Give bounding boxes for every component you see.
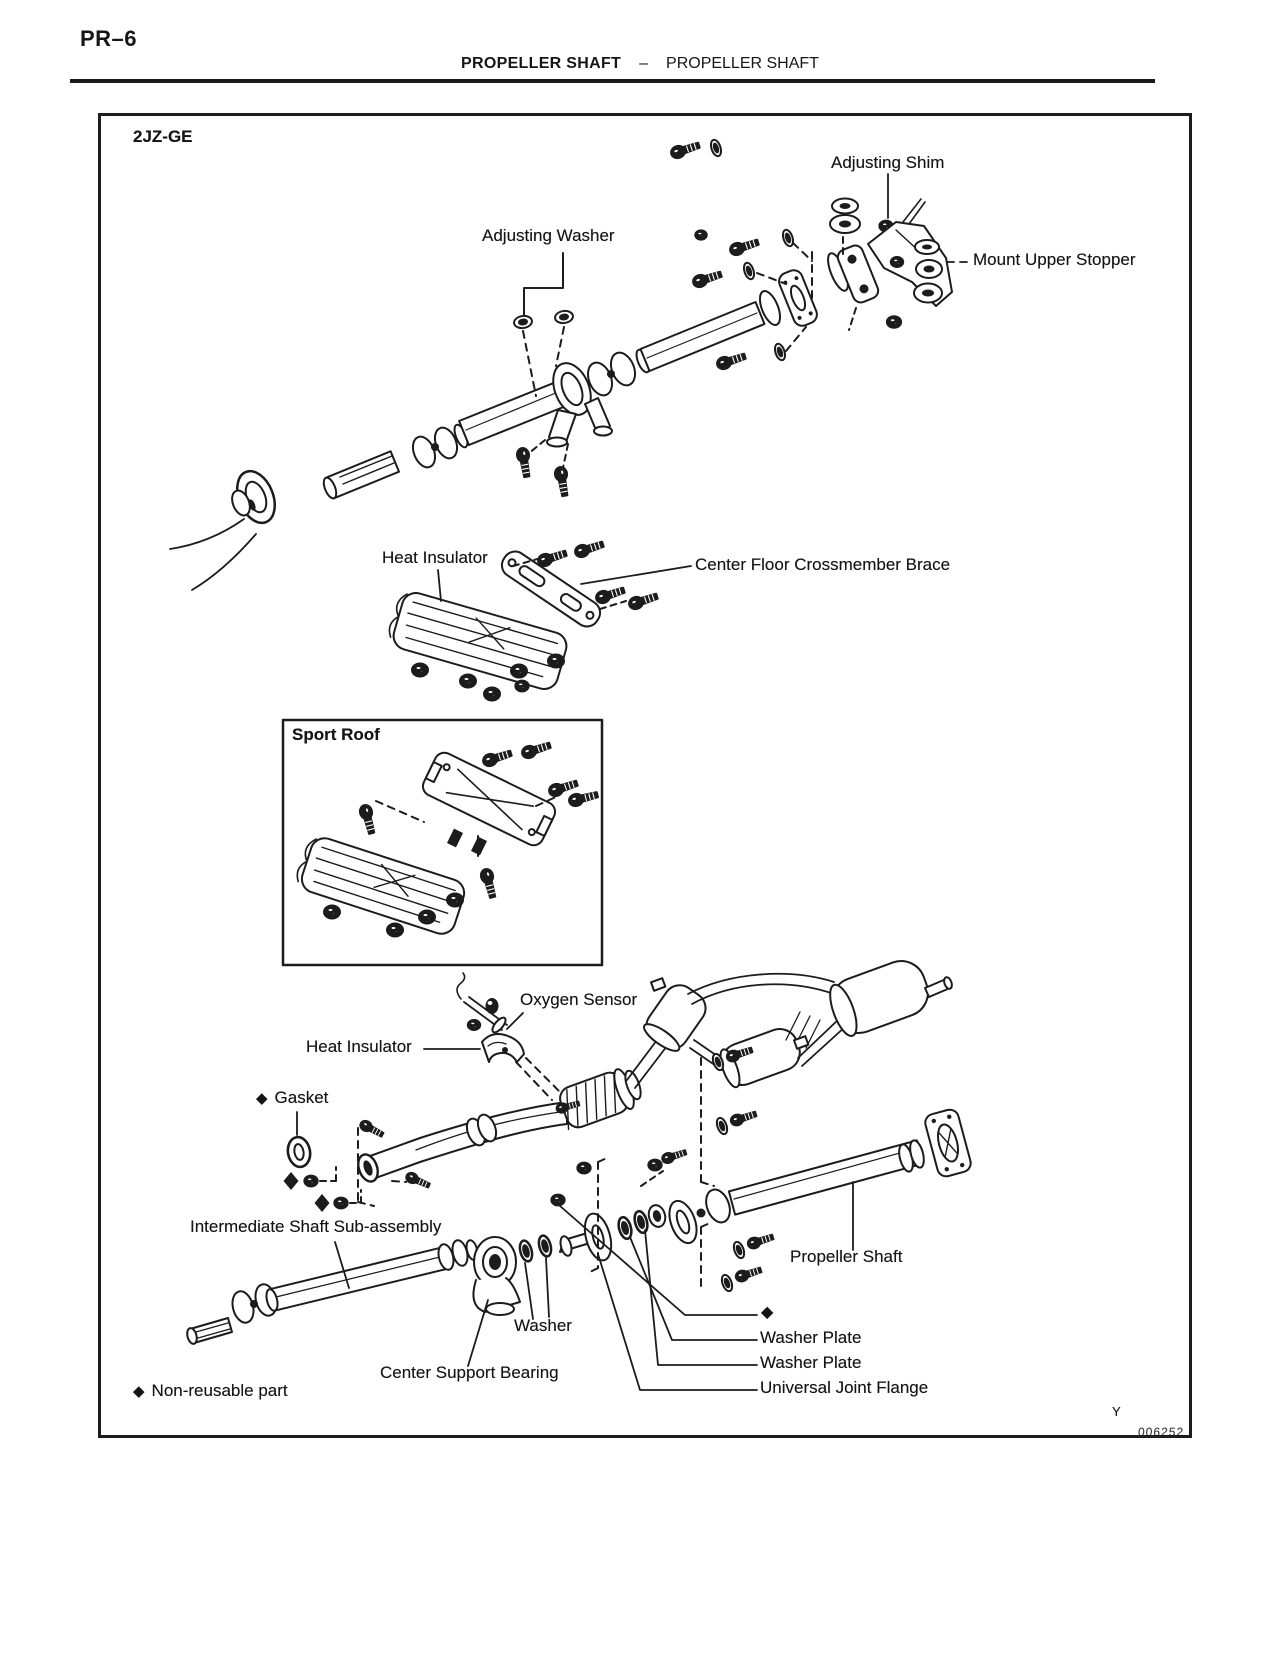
figure-code: 006252 [1137, 1425, 1185, 1439]
callout-gasket-text: Gasket [274, 1088, 329, 1107]
non-reusable-diamond-icon: ◆ [256, 1090, 268, 1107]
engine-variant-label: 2JZ-GE [133, 127, 193, 146]
non-reusable-diamond-icon: ◆ [761, 1304, 774, 1321]
callout-adjusting-washer: Adjusting Washer [482, 226, 615, 245]
callout-oxygen-sensor: Oxygen Sensor [520, 990, 638, 1009]
callout-propeller-shaft: Propeller Shaft [790, 1247, 903, 1266]
front-propeller-shaft-drawing [170, 139, 952, 590]
callout-universal-joint-flange: Universal Joint Flange [760, 1378, 929, 1397]
page-ref-letter: Y [1112, 1404, 1121, 1419]
header-section-title: PROPELLER SHAFT [461, 55, 622, 72]
header-separator: – [639, 55, 649, 72]
callout-heat-insulator-top: Heat Insulator [382, 548, 488, 567]
callout-intermediate-shaft-sub-assembly: Intermediate Shaft Sub-assembly [190, 1217, 442, 1236]
leader-lines [297, 174, 967, 1390]
page-number: PR–6 [80, 26, 138, 51]
header-subsection-title: PROPELLER SHAFT [666, 55, 819, 72]
callout-gasket [256, 1089, 328, 1108]
callout-washer-plate-1: Washer Plate [760, 1328, 862, 1347]
non-reusable-diamond-icon: ◆ [133, 1383, 145, 1400]
footnote-text: Non-reusable part [151, 1381, 288, 1400]
callout-washer-plate-2: Washer Plate [760, 1353, 862, 1372]
callout-mount-upper-stopper: Mount Upper Stopper [973, 250, 1136, 269]
callout-heat-insulator-mid: Heat Insulator [306, 1037, 412, 1056]
inset-caption-sport-roof: Sport Roof [292, 725, 380, 744]
sport-roof-parts-drawing [293, 739, 599, 937]
footnote-non-reusable [133, 1382, 288, 1401]
callout-center-support-bearing: Center Support Bearing [380, 1363, 559, 1382]
callout-center-floor-crossmember-brace: Center Floor Crossmember Brace [695, 555, 951, 574]
callout-adjusting-shim: Adjusting Shim [831, 153, 945, 172]
callout-washer: Washer [514, 1316, 572, 1335]
